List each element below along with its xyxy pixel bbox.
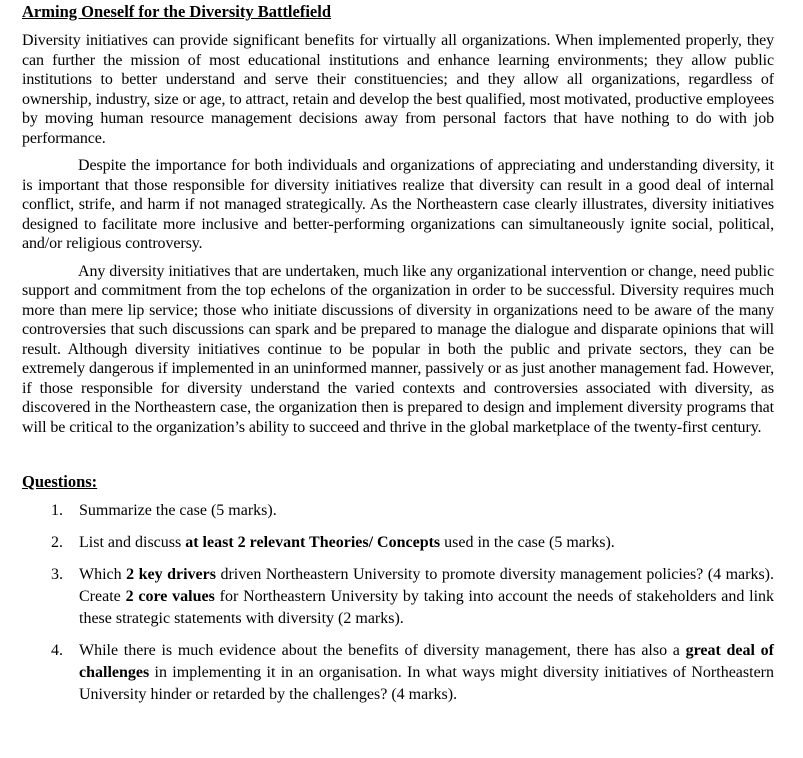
question-text: While there is much evidence about the benefits of diversity management, there has also a great deal of challenges in implementing it in an organisation. In what ways might diversity initiatives of Northeastern University hinder or retarded by the challenges? (4 marks). — [79, 642, 775, 703]
questions-heading: Questions: — [22, 472, 98, 491]
paragraph-support: Any diversity initiatives that are undertaken, much like any organizational intervention or change, need public support and commitment from the top echelons of the organization in order to be successful. Diversity requires much more than mere lip service; those who initiate discussions of diversity in organizations need to be aware of the many controversies that such discussions can spark and be prepared to manage the dialogue and disparate opinions that will result. Although diversity initiatives continue to be popular in both the public and private sectors, they can be extremely dangerous if implemented in an uninformed manner, passively or as just another management fad. However, if those responsible for diversity understand the varied contexts and controversies associated with diversity, as discovered in the Northeastern case, the organization then is prepared to design and implement diversity programs that will be critical to the organization’s ability to succeed and thrive in the global marketplace of the twenty-first century. — [22, 262, 774, 436]
question-text: Summarize the case (5 marks). — [79, 502, 277, 519]
question-number: 2. — [51, 534, 63, 551]
questions-list — [22, 500, 774, 706]
paragraph-conflict: Despite the importance for both individuals and organizations of appreciating and understanding diversity, it is important that those responsible for diversity initiatives realize that diversity can result in a good deal of internal conflict, strife, and harm if not managed strategically. As the Northeastern case clearly illustrates, diversity initiatives designed to facilitate more inclusive and better-performing organizations can simultaneously ignite social, political, and/or religious controversy. — [22, 157, 774, 252]
question-number: 3. — [51, 566, 63, 583]
document-page — [22, 2, 774, 716]
paragraph-benefits: Diversity initiatives can provide significant benefits for virtually all organizations. When implemented properly, they can further the mission of most educational institutions and enhance learning environments; they allow public institutions to better understand and serve their constituencies; and they allow all organizations, regardless of ownership, industry, size or age, to attract, retain and develop the best qualified, most motivated, productive employees by moving human resource management decisions away from personal factors that have nothing to do with job performance. — [22, 32, 774, 147]
question-number: 4. — [51, 642, 63, 659]
question-text: Which 2 key drivers driven Northeastern University to promote diversity management policies? (4 marks). Create 2 core values for Northeastern University by taking into account the needs of stakeholders and link these strategic statements with diversity (2 marks). — [79, 566, 775, 627]
question-item — [22, 640, 774, 706]
question-number: 1. — [51, 502, 63, 519]
question-item — [22, 500, 774, 522]
question-text: List and discuss at least 2 relevant Theories/ Concepts used in the case (5 marks). — [79, 534, 615, 551]
question-item — [22, 532, 774, 554]
document-title: Arming Oneself for the Diversity Battlefield — [22, 2, 332, 21]
question-item — [22, 564, 774, 630]
